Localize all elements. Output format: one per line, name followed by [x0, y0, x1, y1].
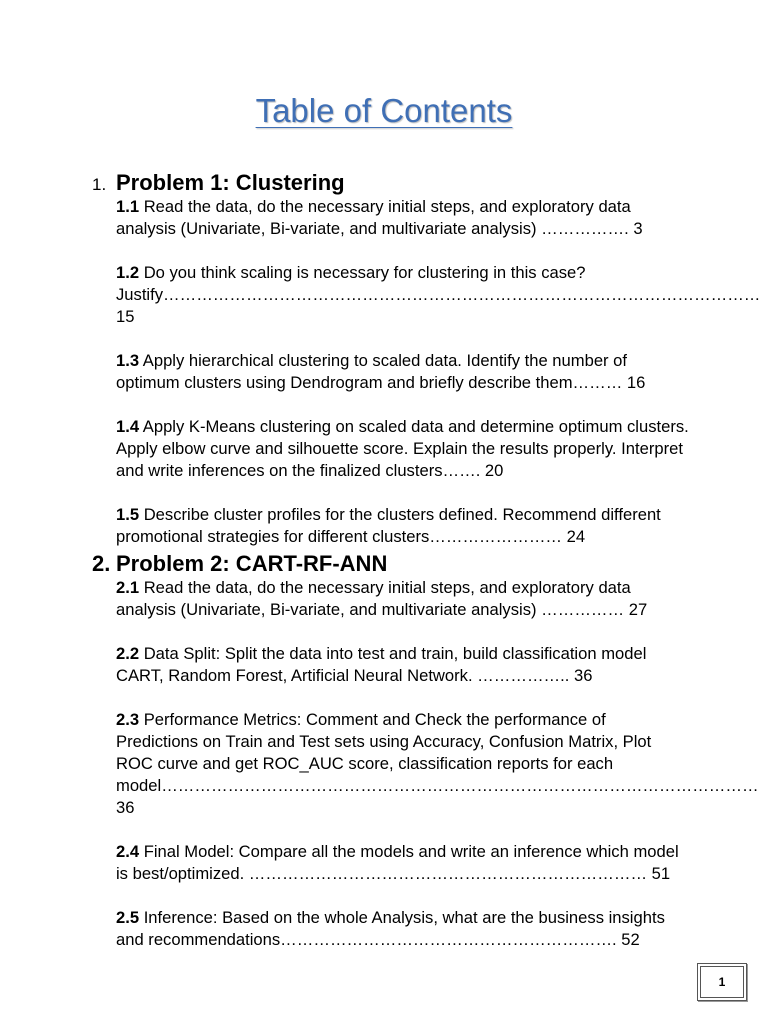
toc-item-number: 1.2 [116, 263, 140, 282]
toc-item-number: 1.5 [116, 505, 140, 524]
section-title[interactable]: Problem 2: CART-RF-ANN [116, 551, 388, 576]
toc-section-2 [92, 551, 759, 973]
toc-item[interactable] [116, 416, 692, 482]
toc-item-list [116, 196, 761, 548]
toc-item[interactable] [116, 907, 692, 951]
toc-item-text: Performance Metrics: Comment and Check the performance of Predictions on Train and Test sets using Accuracy, Confusion Matrix, Plot ROC curve and get ROC_AUC score, classification reports for each model……………………………………………………………………………………………… 36 [116, 710, 759, 817]
toc-item[interactable] [116, 262, 761, 328]
page-number: 1 [700, 966, 744, 998]
section-number: 2. [92, 551, 111, 576]
toc-section-1 [92, 170, 761, 570]
section-heading [92, 551, 692, 577]
toc-item-text: Apply hierarchical clustering to scaled data. Identify the number of optimum clusters using Dendrogram and briefly describe them……… 16 [116, 351, 646, 392]
section-number: 1. [92, 175, 107, 194]
toc-item-number: 2.3 [116, 710, 140, 729]
toc-item-number: 1.4 [116, 417, 140, 436]
toc-item[interactable] [116, 350, 692, 394]
toc-item-text: Apply K-Means clustering on scaled data and determine optimum clusters. Apply elbow curve and silhouette score. Explain the results properly. Interpret and write inferences on the finalized clusters……. 20 [116, 417, 689, 480]
toc-item[interactable] [116, 577, 692, 621]
toc-item-text: Final Model: Compare all the models and write an inference which model is best/optimized. ……………………………………………………………… 51 [116, 842, 679, 883]
toc-item-text: Read the data, do the necessary initial steps, and exploratory data analysis (Univariate, Bi-variate, and multivariate analysis) ……………. 3 [116, 197, 643, 238]
toc-item-text: Inference: Based on the whole Analysis, what are the business insights and recommendations……………………………………………………. 52 [116, 908, 665, 949]
toc-item-text: Data Split: Split the data into test and train, build classification model CART, Random Forest, Artificial Neural Network. …………….. 36 [116, 644, 647, 685]
toc-item-number: 1.1 [116, 197, 140, 216]
toc-item[interactable] [116, 841, 692, 885]
toc-item-text: Read the data, do the necessary initial steps, and exploratory data analysis (Univariate, Bi-variate, and multivariate analysis) …………… 27 [116, 578, 648, 619]
toc-item[interactable] [116, 196, 692, 240]
toc-item[interactable] [116, 709, 759, 819]
page-title: Table of Contents [255, 92, 513, 129]
toc-item-text: Describe cluster profiles for the clusters defined. Recommend different promotional strategies for different clusters…………………… 24 [116, 505, 661, 546]
toc-item-number: 2.4 [116, 842, 140, 861]
toc-item-number: 2.1 [116, 578, 140, 597]
section-title[interactable]: Problem 1: Clustering [116, 170, 345, 195]
toc-item[interactable] [116, 504, 692, 548]
toc-item-number: 2.2 [116, 644, 140, 663]
page-number-box [697, 963, 747, 1001]
section-heading [92, 170, 692, 196]
toc-item-number: 1.3 [116, 351, 140, 370]
toc-item-number: 2.5 [116, 908, 140, 927]
toc-item-list [116, 577, 759, 951]
toc-item-text: Do you think scaling is necessary for clustering in this case? Justify……………………………………………………………………………………………… 15 [116, 263, 761, 326]
toc-item[interactable] [116, 643, 692, 687]
